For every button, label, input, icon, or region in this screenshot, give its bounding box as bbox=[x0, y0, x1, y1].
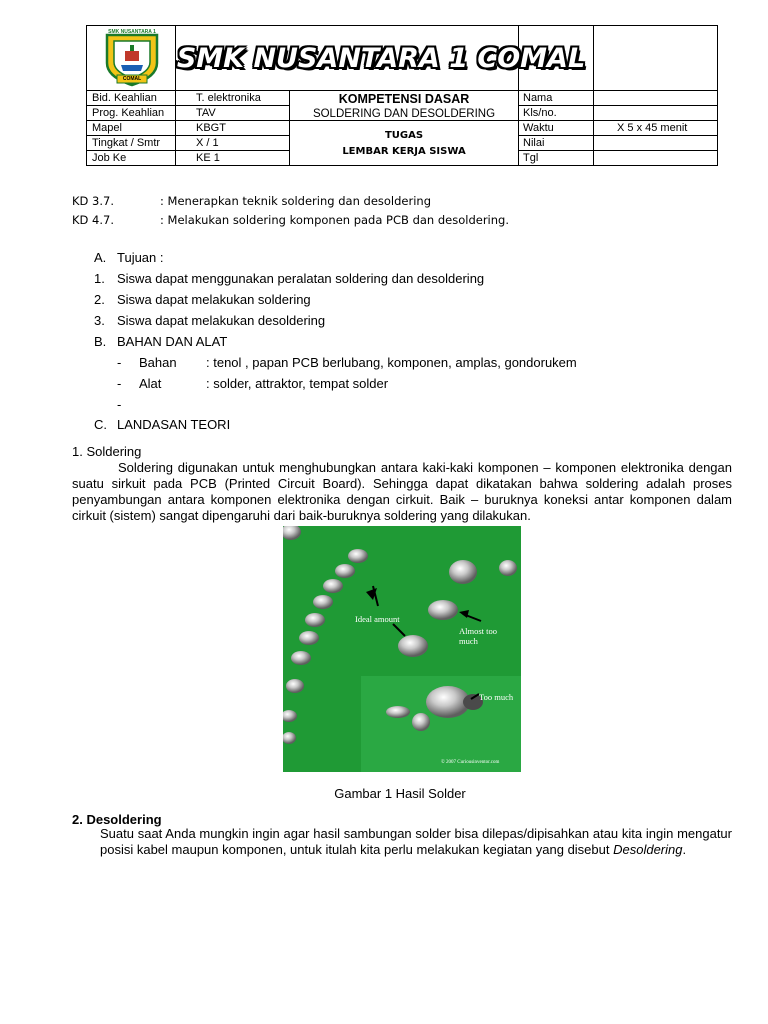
tujuan-1-text: Siswa dapat menggunakan peralatan soldering dan desoldering bbox=[117, 271, 485, 286]
figure-caption: Gambar 1 Hasil Solder bbox=[334, 786, 466, 801]
label-tingkat: Tingkat / Smtr bbox=[92, 137, 161, 149]
kompetensi-title: KOMPETENSI DASAR bbox=[338, 92, 470, 106]
desoldering-paragraph bbox=[100, 826, 732, 858]
label-almost-too-much-1: Almost too bbox=[459, 626, 498, 636]
bahan-text: : tenol , papan PCB berlubang, komponen, amplas, gondorukem bbox=[206, 355, 577, 370]
desoldering-heading: 2. Desoldering bbox=[72, 812, 162, 827]
tujuan-2-num: 2. bbox=[94, 292, 105, 307]
label-bid-keahlian: Bid. Keahlian bbox=[92, 92, 157, 104]
kompetensi-subtitle: SOLDERING DAN DESOLDERING bbox=[312, 108, 496, 120]
soldering-heading: 1. Soldering bbox=[72, 444, 142, 459]
section-c-label: C. bbox=[94, 417, 107, 432]
soldering-photo bbox=[283, 526, 521, 772]
label-nilai: Nilai bbox=[523, 137, 545, 149]
label-prog-keahlian: Prog. Keahlian bbox=[92, 107, 165, 119]
lembar-kerja-label: LEMBAR KERJA SISWA bbox=[342, 146, 466, 157]
label-job: Job Ke bbox=[92, 152, 127, 164]
tugas-label: TUGAS bbox=[384, 130, 424, 141]
label-nama: Nama bbox=[523, 92, 553, 104]
soldering-paragraph: Soldering digunakan untuk menghubungkan antara kaki-kaki komponen – komponen elektronika dengan suatu sirkuit pada PCB (Printed Circuit Board). Sehingga dapat dikatakan bahwa soldering adalah proses penyambungan antara komponen elektronika dengan cirkuit. Baik – buruknya koneksi antar komponen dalam cirkuit (sistem) sangat dipengaruhi dari baik-buruknya soldering yang dilakukan. bbox=[72, 460, 732, 523]
label-waktu: Waktu bbox=[523, 122, 554, 134]
desoldering-term: Desoldering bbox=[613, 842, 683, 857]
section-a-label: A. bbox=[94, 250, 107, 265]
photo-copyright: © 2007 Curiousinventor.com bbox=[441, 760, 500, 765]
alat-label: Alat bbox=[139, 376, 162, 391]
header-table bbox=[86, 25, 718, 166]
kd-4-7-text: : Melakukan soldering komponen pada PCB dan desoldering. bbox=[160, 213, 509, 227]
school-logo bbox=[95, 29, 169, 87]
kd-3-7-code: KD 3.7. bbox=[72, 194, 114, 208]
section-a-title: Tujuan : bbox=[117, 250, 164, 265]
logo-text-bottom: COMAL bbox=[122, 76, 142, 82]
label-ideal-amount: Ideal amount bbox=[355, 614, 400, 624]
tujuan-1-num: 1. bbox=[94, 271, 105, 286]
value-bid-keahlian: T. elektronika bbox=[196, 92, 261, 104]
desoldering-end: . bbox=[682, 842, 687, 857]
label-tgl: Tgl bbox=[523, 152, 539, 164]
value-mapel: KBGT bbox=[196, 122, 226, 134]
label-too-much: Too much bbox=[479, 692, 514, 702]
tujuan-3-text: Siswa dapat melakukan desoldering bbox=[117, 313, 326, 328]
bahan-dash: - bbox=[117, 355, 122, 370]
section-c-title: LANDASAN TEORI bbox=[117, 417, 231, 432]
section-b-title: BAHAN DAN ALAT bbox=[117, 334, 228, 349]
alat-text: : solder, attraktor, tempat solder bbox=[206, 376, 389, 391]
tujuan-2-text: Siswa dapat melakukan soldering bbox=[117, 292, 311, 307]
school-name: SMK NUSANTARA 1 COMAL bbox=[176, 43, 586, 74]
bahan-label: Bahan bbox=[139, 355, 177, 370]
value-job: KE 1 bbox=[196, 152, 220, 164]
section-b-label: B. bbox=[94, 334, 107, 349]
kd-4-7-code: KD 4.7. bbox=[72, 213, 114, 227]
label-mapel: Mapel bbox=[92, 122, 122, 134]
logo-text-top: SMK NUSANTARA 1 bbox=[108, 29, 156, 35]
empty-dash: - bbox=[117, 397, 122, 412]
desoldering-text: Suatu saat Anda mungkin ingin agar hasil sambungan solder bisa dilepas/dipisahkan atau kita ingin mengatur posisi kabel maupun komponen, untuk itulah kita perlu melakukan kegiatan yang disebut bbox=[100, 826, 732, 857]
kd-3-7-text: : Menerapkan teknik soldering dan desoldering bbox=[160, 194, 431, 208]
solder-joints-image bbox=[283, 526, 521, 772]
tujuan-3-num: 3. bbox=[94, 313, 105, 328]
value-prog-keahlian: TAV bbox=[196, 107, 216, 119]
label-almost-too-much-2: much bbox=[459, 636, 478, 646]
label-kls: Kls/no. bbox=[523, 107, 557, 119]
alat-dash: - bbox=[117, 376, 122, 391]
value-waktu: X 5 x 45 menit bbox=[617, 122, 688, 134]
value-tingkat: X / 1 bbox=[196, 137, 219, 149]
